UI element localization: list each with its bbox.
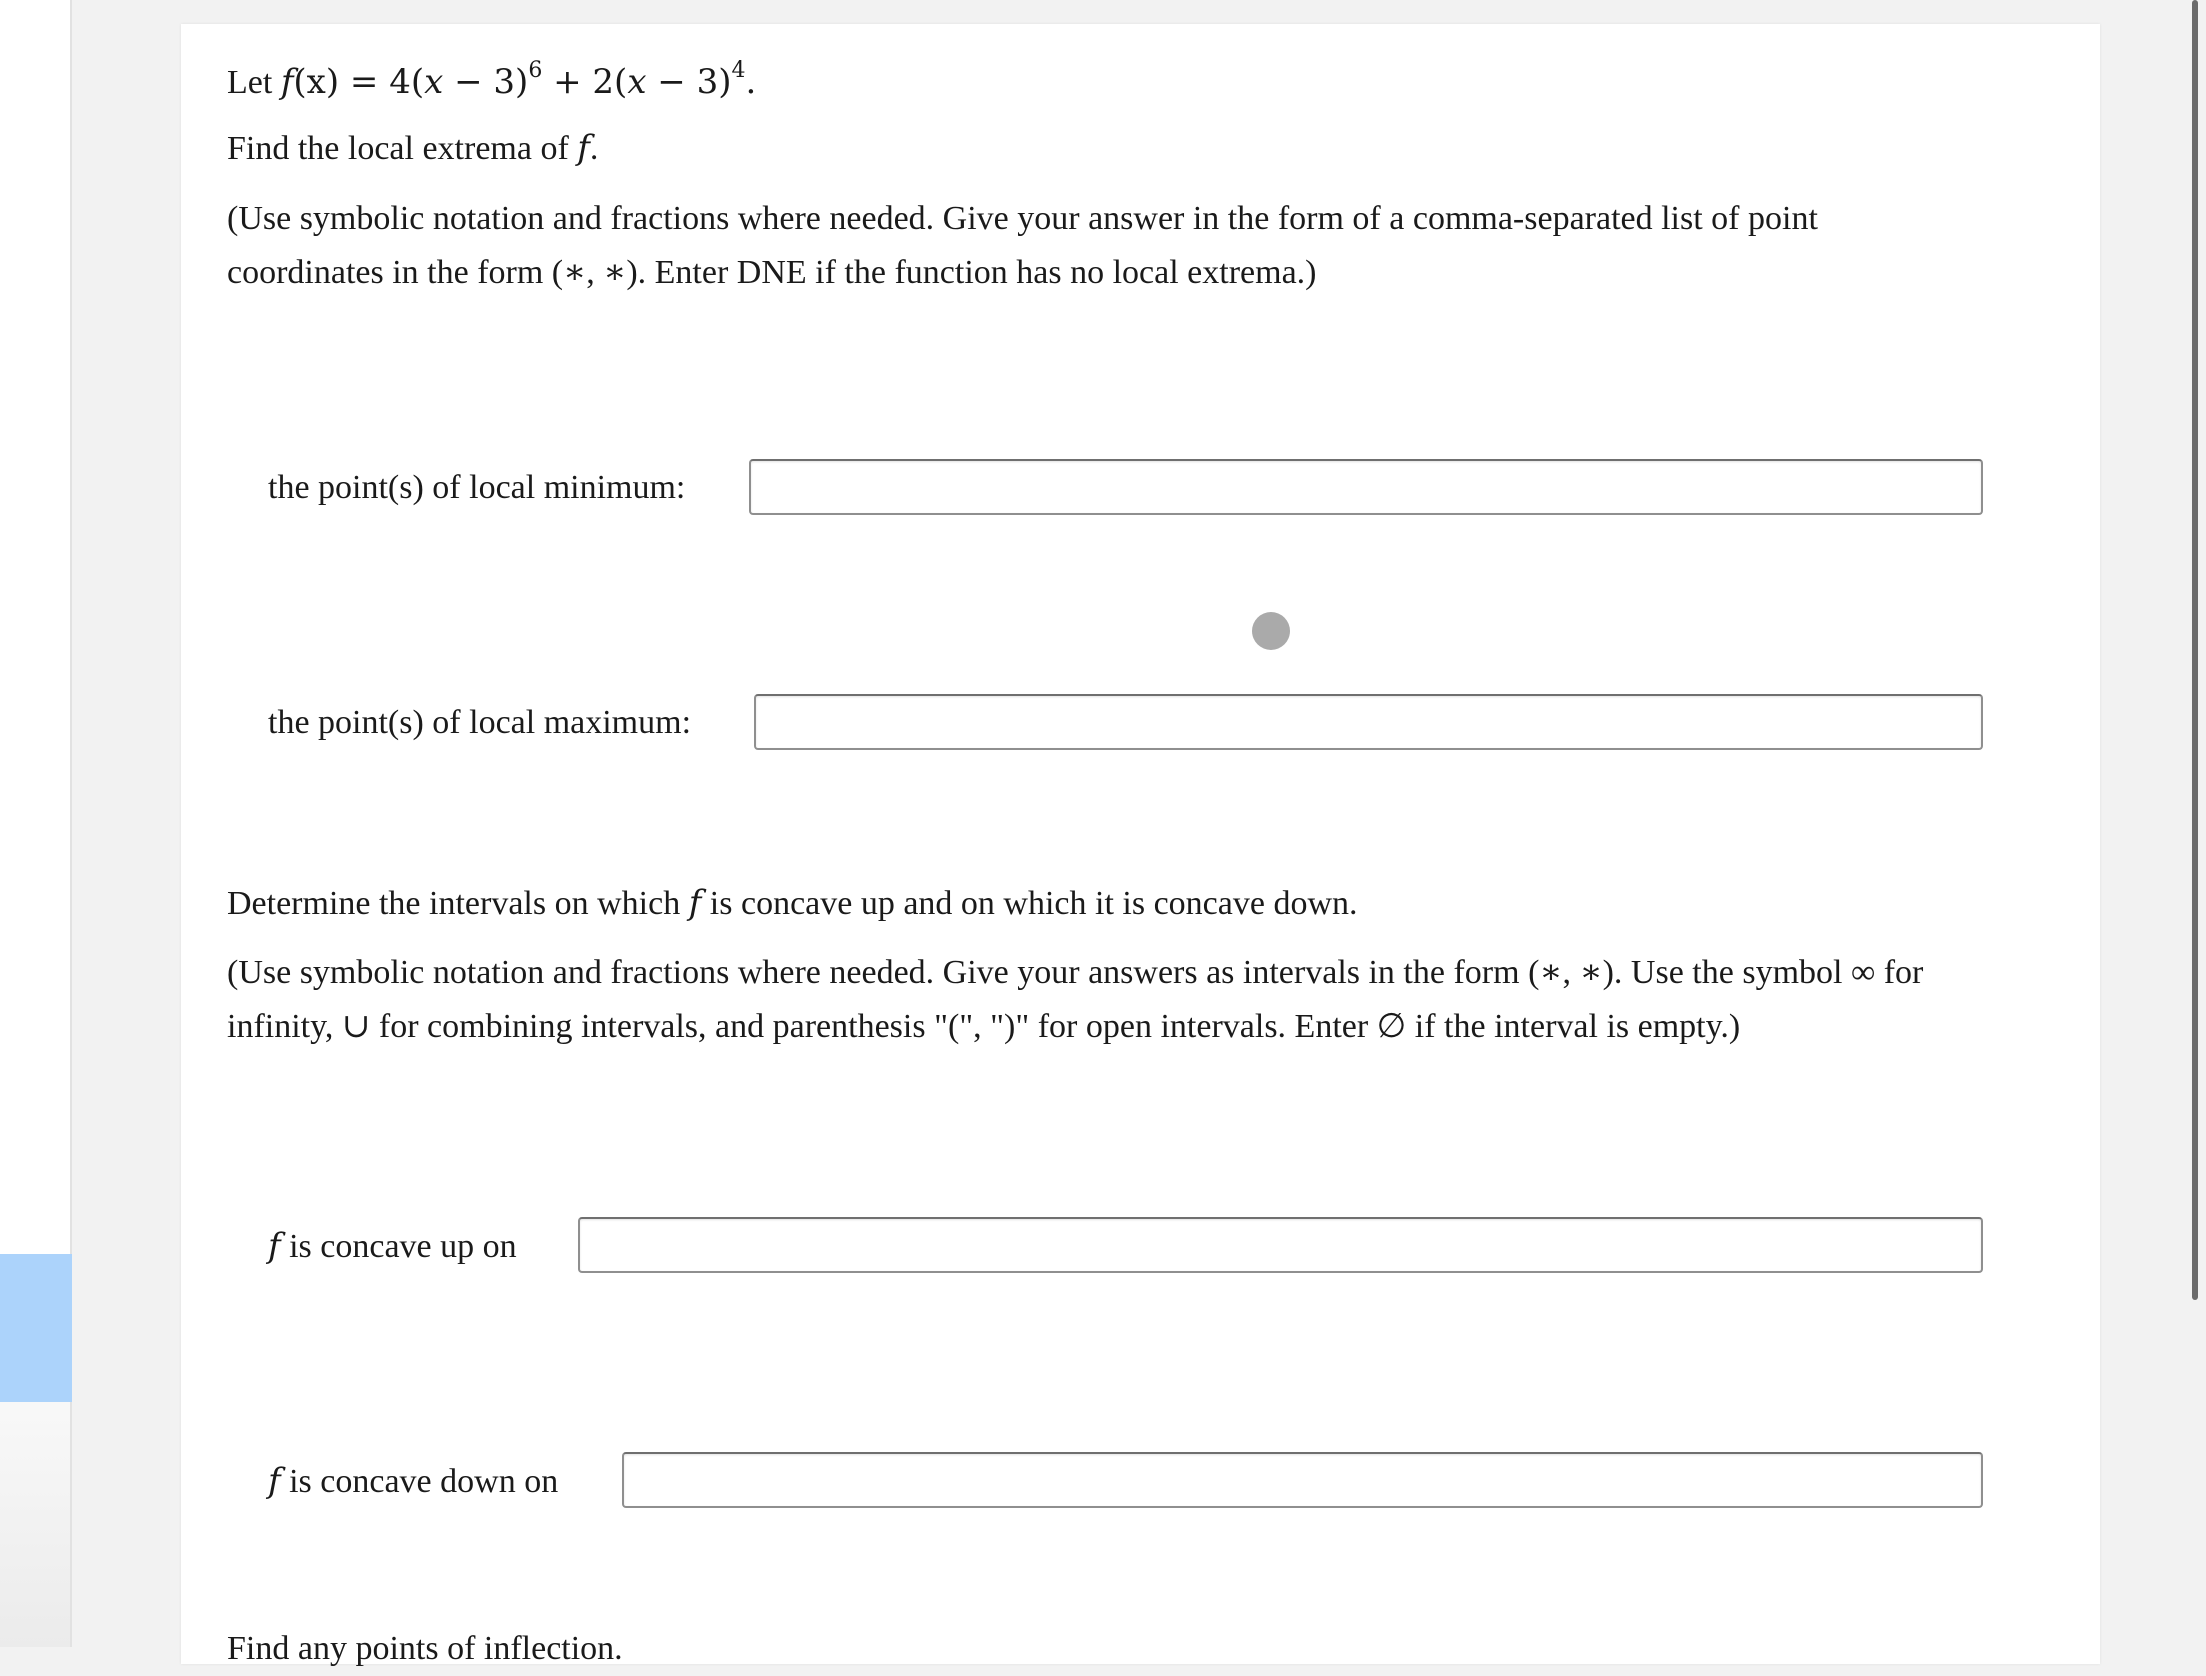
exponent-1: 6 (528, 58, 543, 83)
function-eq: = 4( (339, 62, 425, 102)
rail-highlight[interactable] (0, 1254, 72, 1402)
concave-down-var: f (268, 1461, 281, 1501)
concave-up-text: is concave up on (280, 1228, 517, 1265)
extrema-prompt-suffix: . (589, 130, 599, 167)
var-x-1: x (424, 62, 444, 102)
local-min-label: the point(s) of local minimum: (268, 469, 686, 506)
scrollbar[interactable] (2192, 0, 2198, 1300)
loading-dot (1252, 612, 1290, 650)
local-max-label: the point(s) of local maximum: (268, 704, 692, 741)
intro-prefix: Let (227, 64, 281, 101)
concavity-prompt-text: Determine the intervals on which (227, 885, 689, 922)
inflection-prompt: Find any points of inflection. (227, 1630, 623, 1667)
concavity-instructions-line1: (Use symbolic notation and fractions where needed. Give your answers as intervals in the form (∗, ∗). Use the symbol ∞ for (227, 954, 1924, 991)
extrema-prompt-text: Find the local extrema of (227, 130, 578, 167)
extrema-instructions-line1: (Use symbolic notation and fractions where needed. Give your answer in the form of a comma-separated list of point (227, 200, 1818, 237)
extrema-prompt-var: f (577, 128, 590, 168)
function-arg: (x) (293, 62, 340, 102)
extrema-instructions-line2: coordinates in the form (∗, ∗). Enter DNE if the function has no local extrema.) (227, 254, 1317, 291)
concave-up-var: f (268, 1226, 281, 1266)
left-rail (0, 0, 72, 1647)
exponent-2: 4 (731, 58, 746, 83)
concave-down-input[interactable] (622, 1452, 1983, 1508)
function-end: . (745, 62, 757, 102)
local-min-input[interactable] (749, 459, 1983, 515)
concavity-prompt-var: f (688, 883, 702, 923)
local-max-input[interactable] (754, 694, 1983, 750)
function-mid-2: − 3) (646, 62, 732, 102)
concave-up-label (268, 1216, 517, 1277)
function-mid-1: − 3) (443, 62, 529, 102)
concavity-prompt-suffix: is concave up and on which it is concave down. (701, 885, 1358, 922)
concave-down-text: is concave down on (280, 1463, 559, 1500)
concave-down-label (268, 1451, 558, 1512)
function-name: f (280, 62, 294, 102)
var-x-2: x (627, 62, 647, 102)
concavity-prompt (227, 876, 1358, 931)
extrema-prompt (227, 121, 598, 176)
concave-up-input[interactable] (578, 1217, 1983, 1273)
concavity-instructions-line2: infinity, ∪ for combining intervals, and parenthesis "(", ")" for open intervals. Enter ∅ if the interval is empty.) (227, 1008, 1741, 1045)
function-plus: + 2( (542, 62, 628, 102)
function-definition (227, 44, 756, 110)
question-card (181, 24, 2100, 1664)
